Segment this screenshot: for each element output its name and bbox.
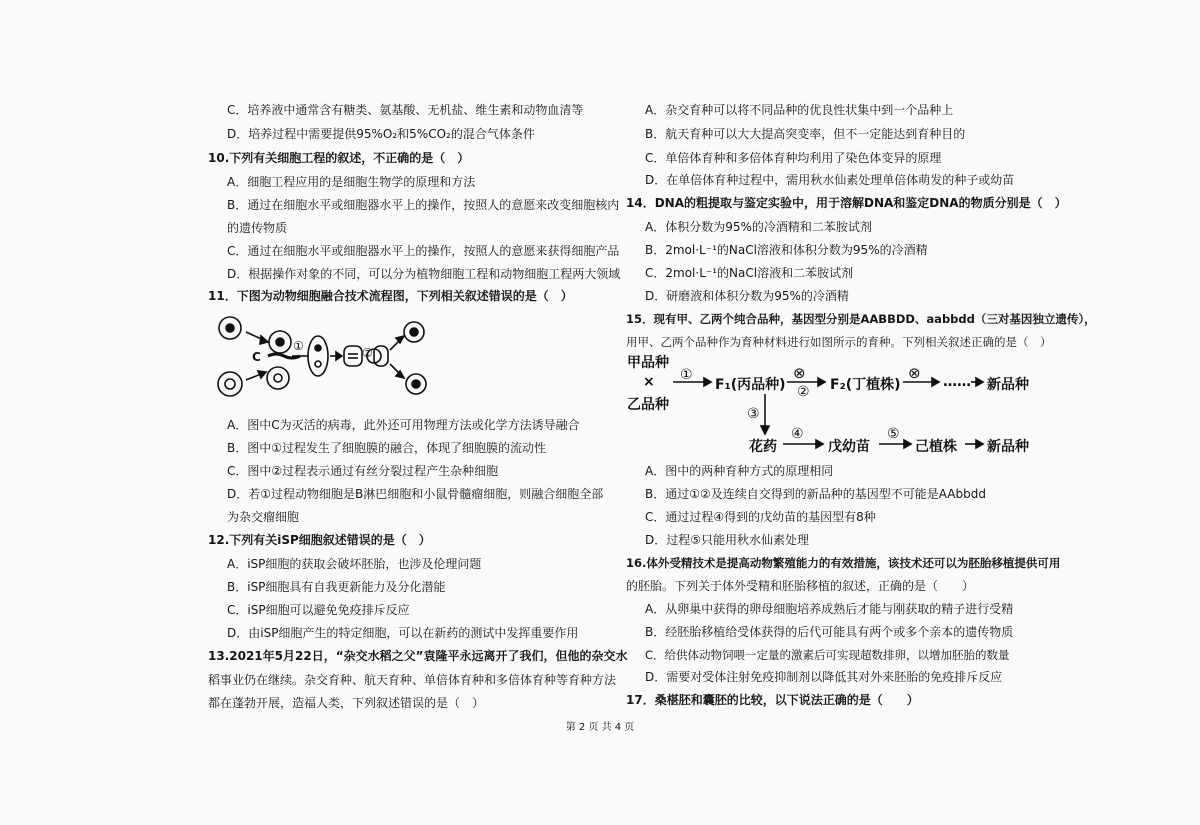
option-d: D．需要对受体注射免疫抑制剂以降低其对外来胚胎的免疫排斥反应 [645, 670, 1003, 684]
option-c: C．通过过程④得到的戊幼苗的基因型有8种 [645, 510, 876, 524]
text-line: 稻事业仍在继续。杂交育种、航天育种、单倍体育种和多倍体育种等育种方法 [208, 673, 617, 687]
option-c: C．单倍体育种和多倍体育种均利用了染色体变异的原理 [645, 151, 942, 165]
question-13: 13.2021年5月22日，“杂交水稻之父”袁隆平永远离开了我们，但他的杂交水 [208, 649, 628, 663]
question-15: 15．现有甲、乙两个纯合品种，基因型分别是AABBDD、aabbdd（三对基因独立遗传）， [626, 312, 1096, 326]
option-c: C．2mol·L⁻¹的NaCl溶液和二苯胺试剂 [645, 266, 854, 280]
option-c: C．给供体动物饲喂一定量的激素后可实现超数排卵，以增加胚胎的数量 [645, 648, 1010, 662]
option-c: C．通过在细胞水平或细胞器水平上的操作，按照人的意愿来获得细胞产品 [227, 244, 620, 258]
option-b: B．经胚胎移植给受体获得的后代可能具有两个或多个亲本的遗传物质 [645, 625, 1014, 639]
hybrid-cell [344, 346, 362, 366]
step-1: ① [680, 367, 693, 383]
option-d: D．过程⑤只能用秋水仙素处理 [645, 533, 809, 547]
ji-plant: 己植株 [915, 439, 957, 455]
diagram-step-2: ② [362, 346, 373, 360]
option-c: C．图中②过程表示通过有丝分裂过程产生杂种细胞 [227, 464, 499, 478]
wu-seedling: 戊幼苗 [828, 439, 870, 455]
self-cross-1: ⊗ [793, 364, 806, 382]
step-2: ② [797, 384, 810, 400]
text-line: 的遗传物质 [227, 221, 288, 235]
cell-lower [267, 367, 289, 389]
text-line: 的胚胎。下列关于体外受精和胚胎移植的叙述，正确的是（ ） [626, 579, 975, 593]
diagram-label-c: C [252, 350, 261, 364]
question-17: 17．桑椹胚和囊胚的比较，以下说法正确的是（ ） [626, 693, 919, 707]
option-d: D．若①过程动物细胞是B淋巴细胞和小鼠骨髓瘤细胞，则融合细胞全部 [227, 487, 604, 501]
cross-symbol: × [643, 374, 655, 390]
option-a: A．iSP细胞的获取会破坏胚胎，也涉及伦理问题 [227, 557, 482, 571]
option-b: B．通过在细胞水平或细胞器水平上的操作，按照人的意愿来改变细胞核内 [227, 198, 620, 212]
dots: …… [943, 374, 971, 390]
option-b: B．iSP细胞具有自我更新能力及分化潜能 [227, 580, 446, 594]
question-10: 10.下列有关细胞工程的叙述，不正确的是（ ） [208, 151, 470, 165]
option-b: B．2mol·L⁻¹的NaCl溶液和体积分数为95%的冷酒精 [645, 243, 928, 257]
f2-node: F₂(丁植株) [830, 377, 901, 393]
text-line: D．培养过程中需要提供95%O₂和5%CO₂的混合气体条件 [227, 127, 535, 141]
text-line: 用甲、乙两个品种作为育种材料进行如图所示的育种。下列相关叙述正确的是（ ） [626, 335, 1052, 349]
new-variety-1: 新品种 [987, 377, 1029, 393]
breeding-scheme [625, 350, 1185, 460]
text-line: 为杂交瘤细胞 [227, 510, 300, 524]
text-line: 都在蓬勃开展，造福人类，下列叙述错误的是（ ） [208, 696, 485, 710]
option-d: D．研磨液和体积分数为95%的冷酒精 [645, 289, 849, 303]
anther-node: 花药 [749, 439, 777, 455]
fusing-cells [308, 336, 328, 376]
diagram-step-1: ① [293, 339, 304, 353]
option-b: B．通过①②及连续自交得到的新品种的基因型不可能是AAbbdd [645, 487, 986, 501]
cell-fusion-diagram [208, 312, 448, 408]
cell-bottom-left [218, 372, 242, 396]
option-d: D．在单倍体育种过程中，需用秋水仙素处理单倍体萌发的种子或幼苗 [645, 173, 1015, 187]
option-b: B．图中①过程发生了细胞膜的融合，体现了细胞膜的流动性 [227, 441, 546, 455]
question-14: 14．DNA的粗提取与鉴定实验中，用于溶解DNA和鉴定DNA的物质分别是（ ） [626, 196, 1067, 210]
option-d: D．由iSP细胞产生的特定细胞，可以在新药的测试中发挥重要作用 [227, 626, 579, 640]
option-b: B．航天育种可以大大提高突变率，但不一定能达到育种目的 [645, 127, 966, 141]
question-11: 11．下图为动物细胞融合技术流程图，下列相关叙述错误的是（ ） [208, 289, 573, 303]
option-a: A．图中C为灭活的病毒，此外还可用物理方法或化学方法诱导融合 [227, 418, 580, 432]
f1-node: F₁(丙品种) [715, 377, 786, 393]
option-c: C．iSP细胞可以避免免疫排斥反应 [227, 603, 410, 617]
step-3: ③ [747, 406, 760, 422]
question-12: 12.下列有关iSP细胞叙述错误的是（ ） [208, 533, 431, 547]
option-a: A．杂交育种可以将不同品种的优良性状集中到一个品种上 [645, 103, 954, 117]
step-4: ④ [791, 426, 804, 442]
scheme-arrows [625, 350, 1185, 460]
option-a: A．从卵巢中获得的卵母细胞培养成熟后才能与刚获取的精子进行受精 [645, 602, 1014, 616]
question-16: 16.体外受精技术是提高动物繁殖能力的有效措施，该技术还可以为胚胎移植提供可用 [626, 556, 1061, 570]
self-cross-2: ⊗ [908, 364, 921, 382]
option-a: A．体积分数为95%的冷酒精和二苯胺试剂 [645, 220, 872, 234]
page-footer: 第 2 页 共 4 页 [565, 722, 635, 733]
new-variety-2: 新品种 [987, 439, 1029, 455]
option-a: A．细胞工程应用的是细胞生物学的原理和方法 [227, 175, 476, 189]
option-d: D．根据操作对象的不同，可以分为植物细胞工程和动物细胞工程两大领域 [227, 267, 621, 281]
jia-variety: 甲品种 [627, 355, 669, 371]
option-a: A．图中的两种育种方式的原理相同 [645, 464, 834, 478]
text-line: C．培养液中通常含有糖类、氨基酸、无机盐、维生素和动物血清等 [227, 103, 584, 117]
step-5: ⑤ [887, 426, 900, 442]
yi-variety: 乙品种 [627, 397, 669, 413]
